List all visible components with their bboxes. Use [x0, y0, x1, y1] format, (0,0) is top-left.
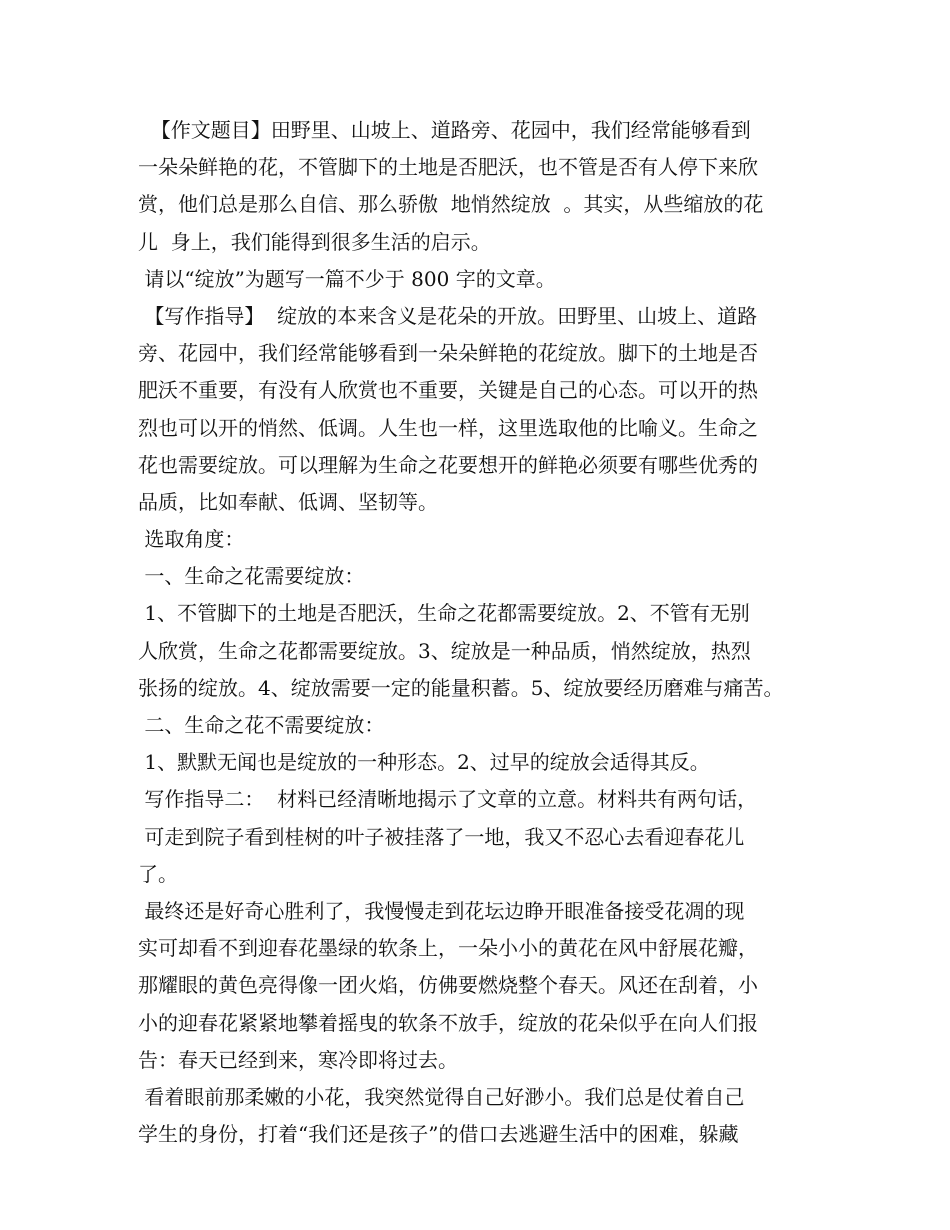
text-line: 一朵朵鲜艳的花，不管脚下的土地是否肥沃，也不管是否有人停下来欣 [138, 155, 758, 180]
text-line: 实可却看不到迎春花墨绿的软条上，一朵小小的黄花在风中舒展花瓣， [138, 936, 758, 961]
text-line: 1、不管脚下的土地是否肥沃，生命之花都需要绽放。2、不管有无别 [138, 601, 750, 626]
text-line: 告：春天已经到来，寒冷即将过去。 [138, 1047, 458, 1072]
text-line: 一、生命之花需要绽放： [138, 564, 365, 589]
text-line: 肥沃不重要，有没有人欣赏也不重要，关键是自己的心态。可以开的热 [138, 378, 758, 403]
text-line: 【作文题目】田野里、山坡上、道路旁、花园中，我们经常能够看到 [138, 118, 751, 142]
document-body [138, 112, 828, 1153]
text-line: 写作指导二： 材料已经清晰地揭示了文章的立意。材料共有两句话， [138, 787, 758, 812]
text-line: 看着眼前那柔嫩的小花，我突然觉得自己好渺小。我们总是仗着自己 [138, 1084, 745, 1109]
text-line: 儿 身上，我们能得到很多生活的启示。 [138, 229, 491, 254]
text-line: 可走到院子看到桂树的叶子被挂落了一地，我又不忍心去看迎春花儿 [138, 824, 745, 849]
text-line: 了。 [138, 861, 178, 886]
text-line: 二、生命之花不需要绽放： [138, 713, 385, 737]
text-line: 选取角度： [138, 527, 245, 552]
text-line: 小的迎春花紧紧地攀着摇曳的软条不放手，绽放的花朵似乎在向人们报 [138, 1010, 758, 1035]
text-line: 品质，比如奉献、低调、坚韧等。 [138, 489, 438, 514]
text-line: 请以“绽放”为题写一篇不少于 800 字的文章。 [138, 266, 556, 291]
text-line: 旁、花园中，我们经常能够看到一朵朵鲜艳的花绽放。脚下的土地是否 [138, 341, 758, 366]
text-line: 张扬的绽放。4、绽放需要一定的能量积蓄。5、绽放要经历磨难与痛苦。 [138, 675, 784, 700]
text-line: 【写作指导】 绽放的本来含义是花朵的开放。田野里、山坡上、道路 [138, 303, 758, 328]
text-line: 赏，他们总是那么自信、那么骄傲 地悄然绽放 。其实，从些缩放的花 [138, 192, 764, 217]
text-line: 最终还是好奇心胜利了，我慢慢走到花坛边睁开眼准备接受花凋的现 [138, 898, 745, 923]
text-line: 花也需要绽放。可以理解为生命之花要想开的鲜艳必须要有哪些优秀的 [138, 452, 758, 477]
text-line: 那耀眼的黄色亮得像一团火焰，仿佛要燃烧整个春天。风还在刮着，小 [138, 973, 758, 998]
text-line: 学生的身份，打着“我们还是孩子”的借口去逃避生活中的困难，躲藏 [138, 1122, 739, 1147]
text-line: 人欣赏，生命之花都需要绽放。3、绽放是一种品质，悄然绽放，热烈 [138, 638, 751, 663]
text-line: 烈也可以开的悄然、低调。人生也一样，这里选取他的比喻义。生命之 [138, 415, 758, 440]
text-line: 1、默默无闻也是绽放的一种形态。2、过早的绽放会适得其反。 [138, 750, 710, 775]
